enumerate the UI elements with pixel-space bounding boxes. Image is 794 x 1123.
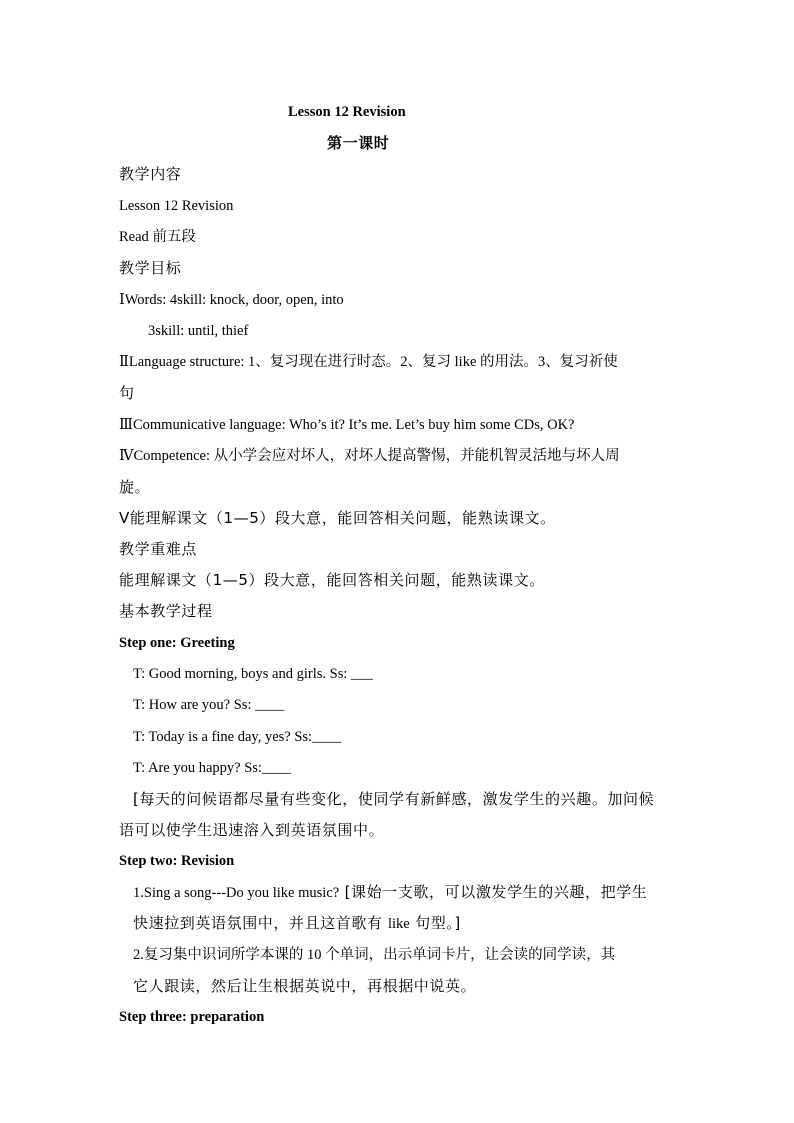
step-three-title: Step three: preparation [119, 1009, 265, 1025]
dialog-line-4: T: Are you happy? Ss:____ [133, 760, 291, 776]
step-two-title: Step two: Revision [119, 853, 235, 869]
goal-4-line1: ⅣCompetence: 从小学会应对坏人，对坏人提高警惕，并能机智灵活地与坏人周 [119, 448, 620, 464]
heading-teaching-goals: 教学目标 [119, 259, 182, 277]
goal-2-line1: ⅡLanguage structure: 1、复习现在进行时态。2、复习 like 的用法。3、复习祈使 [119, 354, 618, 370]
item-1-like: like [387, 916, 410, 932]
content-lesson: Lesson 12 Revision [119, 198, 234, 214]
item-1-line2 [133, 913, 461, 934]
heading-teaching-process: 基本教学过程 [119, 602, 213, 620]
content-read-text: Read 前五段 [119, 229, 196, 245]
item-1-note: [课始一支歌，可以激发学生的兴趣，把学生 [339, 883, 648, 901]
item-1-line1 [133, 882, 647, 903]
item-1-note-a: 快速拉到英语氛围中，并且这首歌有 [133, 914, 388, 932]
note-1-line1: [每天的问候语都尽量有些变化，使同学有新鲜感，激发学生的兴趣。加问候 [133, 790, 655, 808]
goal-5: Ⅴ能理解课文（1—5）段大意，能回答相关问题，能熟读课文。 [119, 509, 556, 527]
key-points-text: 能理解课文（1—5）段大意，能回答相关问题，能熟读课文。 [119, 571, 545, 589]
heading-teaching-content: 教学内容 [119, 165, 182, 183]
item-1-english: 1.Sing a song---Do you like music? [133, 885, 340, 901]
note-1-line2: 语可以使学生迅速溶入到英语氛围中。 [119, 821, 385, 839]
item-1-note-b: 句型。] [409, 914, 461, 932]
item-2-line1: 2.复习集中识词所学本课的 10 个单词，出示单词卡片，让会读的同学读，其 [133, 947, 616, 963]
goal-1-words: ⅠWords: 4skill: knock, door, open, into [119, 292, 344, 308]
heading-key-points: 教学重难点 [119, 540, 198, 558]
dialog-line-1: T: Good morning, boys and girls. Ss: ___ [133, 666, 373, 682]
goal-3-communicative: ⅢCommunicative language: Who’s it? It’s me. Let’s buy him some CDs, OK? [119, 417, 575, 433]
item-2-line2: 它人跟读，然后让生根据英说中，再根据中说英。 [133, 977, 477, 995]
lesson-title: Lesson 12 Revision [288, 104, 406, 120]
goal-4-line2: 旋。 [119, 478, 151, 496]
dialog-line-2: T: How are you? Ss: ____ [133, 697, 285, 713]
content-read [119, 227, 196, 247]
step-one-title: Step one: Greeting [119, 635, 235, 651]
goal-1-skill3: 3skill: until, thief [148, 323, 249, 339]
dialog-line-3: T: Today is a fine day, yes? Ss:____ [133, 729, 342, 745]
lesson-subtitle: 第一课时 [327, 134, 390, 152]
goal-2-line2: 句 [119, 384, 135, 402]
